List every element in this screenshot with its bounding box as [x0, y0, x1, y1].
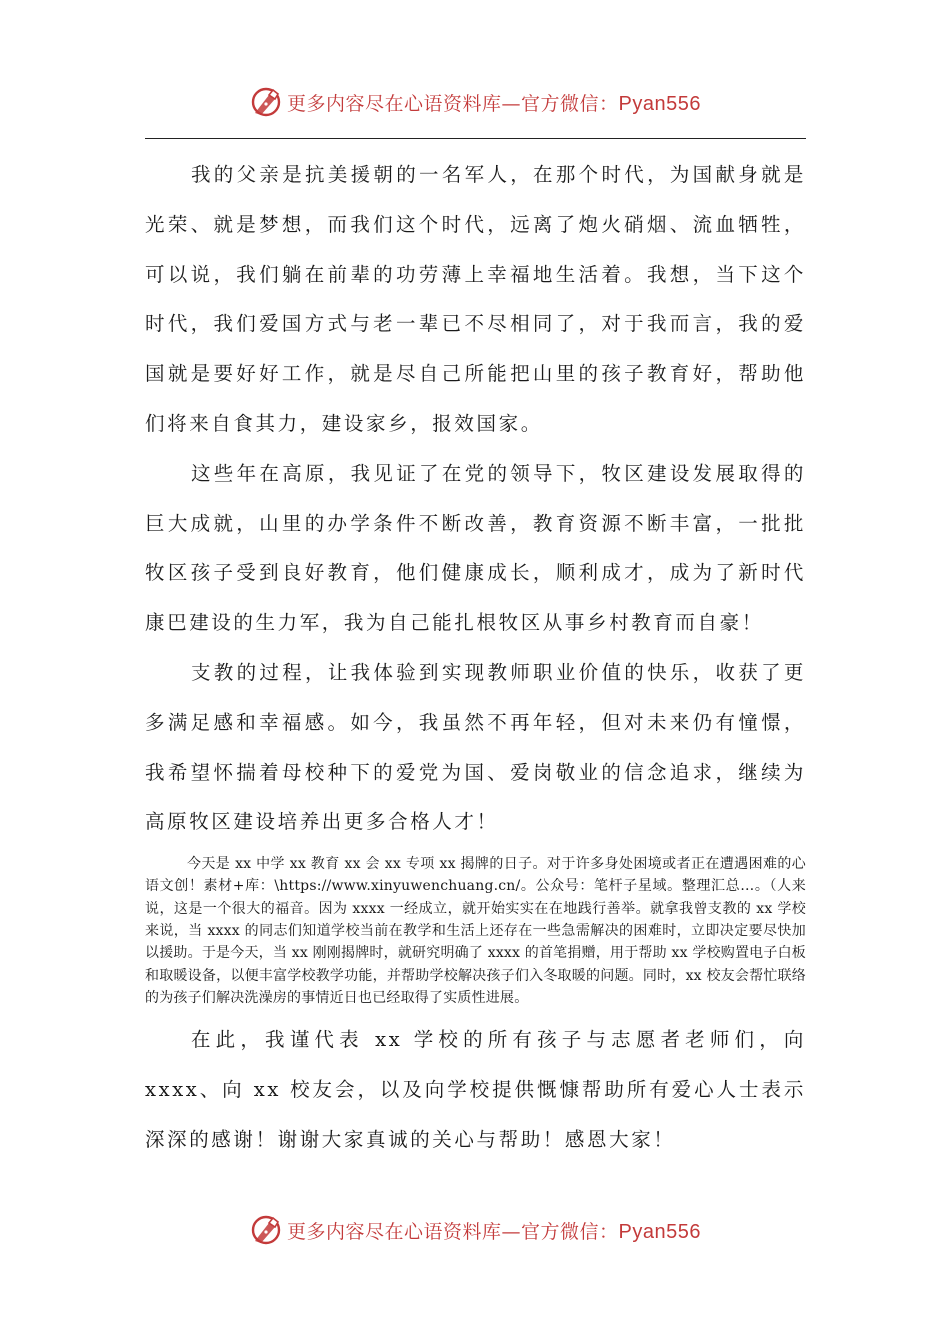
footer-separator: —: [501, 1220, 522, 1243]
paragraph-teaching-joy: 支教的过程，让我体验到实现教师职业价值的快乐，收获了更多满足感和幸福感。如今，我虽然不再年轻，但对未来仍有憧憬，我希望怀揣着母校种下的爱党为国、爱岗敬业的信念追求，继续为高原牧区建设培养出更多合格人才！: [145, 660, 806, 834]
pen-nib-logo-icon: [249, 1213, 283, 1247]
footer-wechat-label: 官方微信：: [521, 1220, 619, 1243]
paragraph-thanks: 在此，我谨代表 xx 学校的所有孩子与志愿者老师们，向 xxxx、向 xx 校友会，以及向学校提供慨慷帮助所有爱心人士表示深深的感谢！谢谢大家真诚的关心与帮助！感恩大家！: [145, 1028, 806, 1151]
paragraph-unveiling-day: 今天是 xx 中学 xx 教育 xx 会 xx 专项 xx 揭牌的日子。对于许多身处困境或者正在遭遇困难的心语文创！素材+库：\https://www.xinyuwenchuang.cn/。公众号：笔杆子星域。整理汇总…。（人来说，这是一个很大的福音。因为 xxxx 一经成立，就开始实实在在地践行善举。就拿我曾支教的 xx 学校来说，当 xxxx 的同志们知道学校当前在教学和生活上还存在一些急需解决的困难时，立即决定要尽快加以援助。于是今天，当 xx 刚刚揭牌时，就研究明确了 xxxx 的首笔捐赠，用于帮助 xx 学校购置电子白板和取暖设备，以便丰富学校教学功能，并帮助学校解决孩子们入冬取暖的问题。同时，xx 校友会帮忙联络的为孩子们解决洗澡房的事情近日也已经取得了实质性进展。: [145, 856, 806, 1006]
footer-wechat-handle: Pyan556: [618, 1220, 701, 1243]
paragraph-father-patriotism: 我的父亲是抗美援朝的一名军人，在那个时代，为国献身就是光荣、就是梦想，而我们这个时代，远离了炮火硝烟、流血牺牲，可以说，我们躺在前辈的功劳薄上幸福地生活着。我想，当下这个时代，我们爱国方式与老一辈已不尽相同了，对于我而言，我的爱国就是要好好工作，就是尽自己所能把山里的孩子教育好，帮助他们将来自食其力，建设家乡，报效国家。: [145, 163, 806, 435]
header-divider: [145, 138, 806, 139]
header-separator: —: [501, 92, 522, 115]
header-banner: [0, 82, 950, 122]
header-wechat-handle: Pyan556: [618, 92, 701, 115]
footer-banner: [0, 1210, 950, 1250]
header-banner-text: [287, 89, 701, 116]
footer-brand-text: 更多内容尽在心语资料库: [287, 1220, 502, 1243]
footer-banner-content: [249, 1213, 701, 1247]
footer-banner-text: [287, 1217, 701, 1244]
document-body: [145, 150, 806, 1165]
header-wechat-label: 官方微信：: [521, 92, 619, 115]
header-banner-content: [249, 85, 701, 119]
header-brand-text: 更多内容尽在心语资料库: [287, 92, 502, 115]
paragraph-plateau-achievements: 这些年在高原，我见证了在党的领导下，牧区建设发展取得的巨大成就，山里的办学条件不断改善，教育资源不断丰富，一批批牧区孩子受到良好教育，他们健康成长，顺利成才，成为了新时代康巴建设的生力军，我为自己能扎根牧区从事乡村教育而自豪！: [145, 461, 806, 635]
pen-nib-logo-icon: [249, 85, 283, 119]
